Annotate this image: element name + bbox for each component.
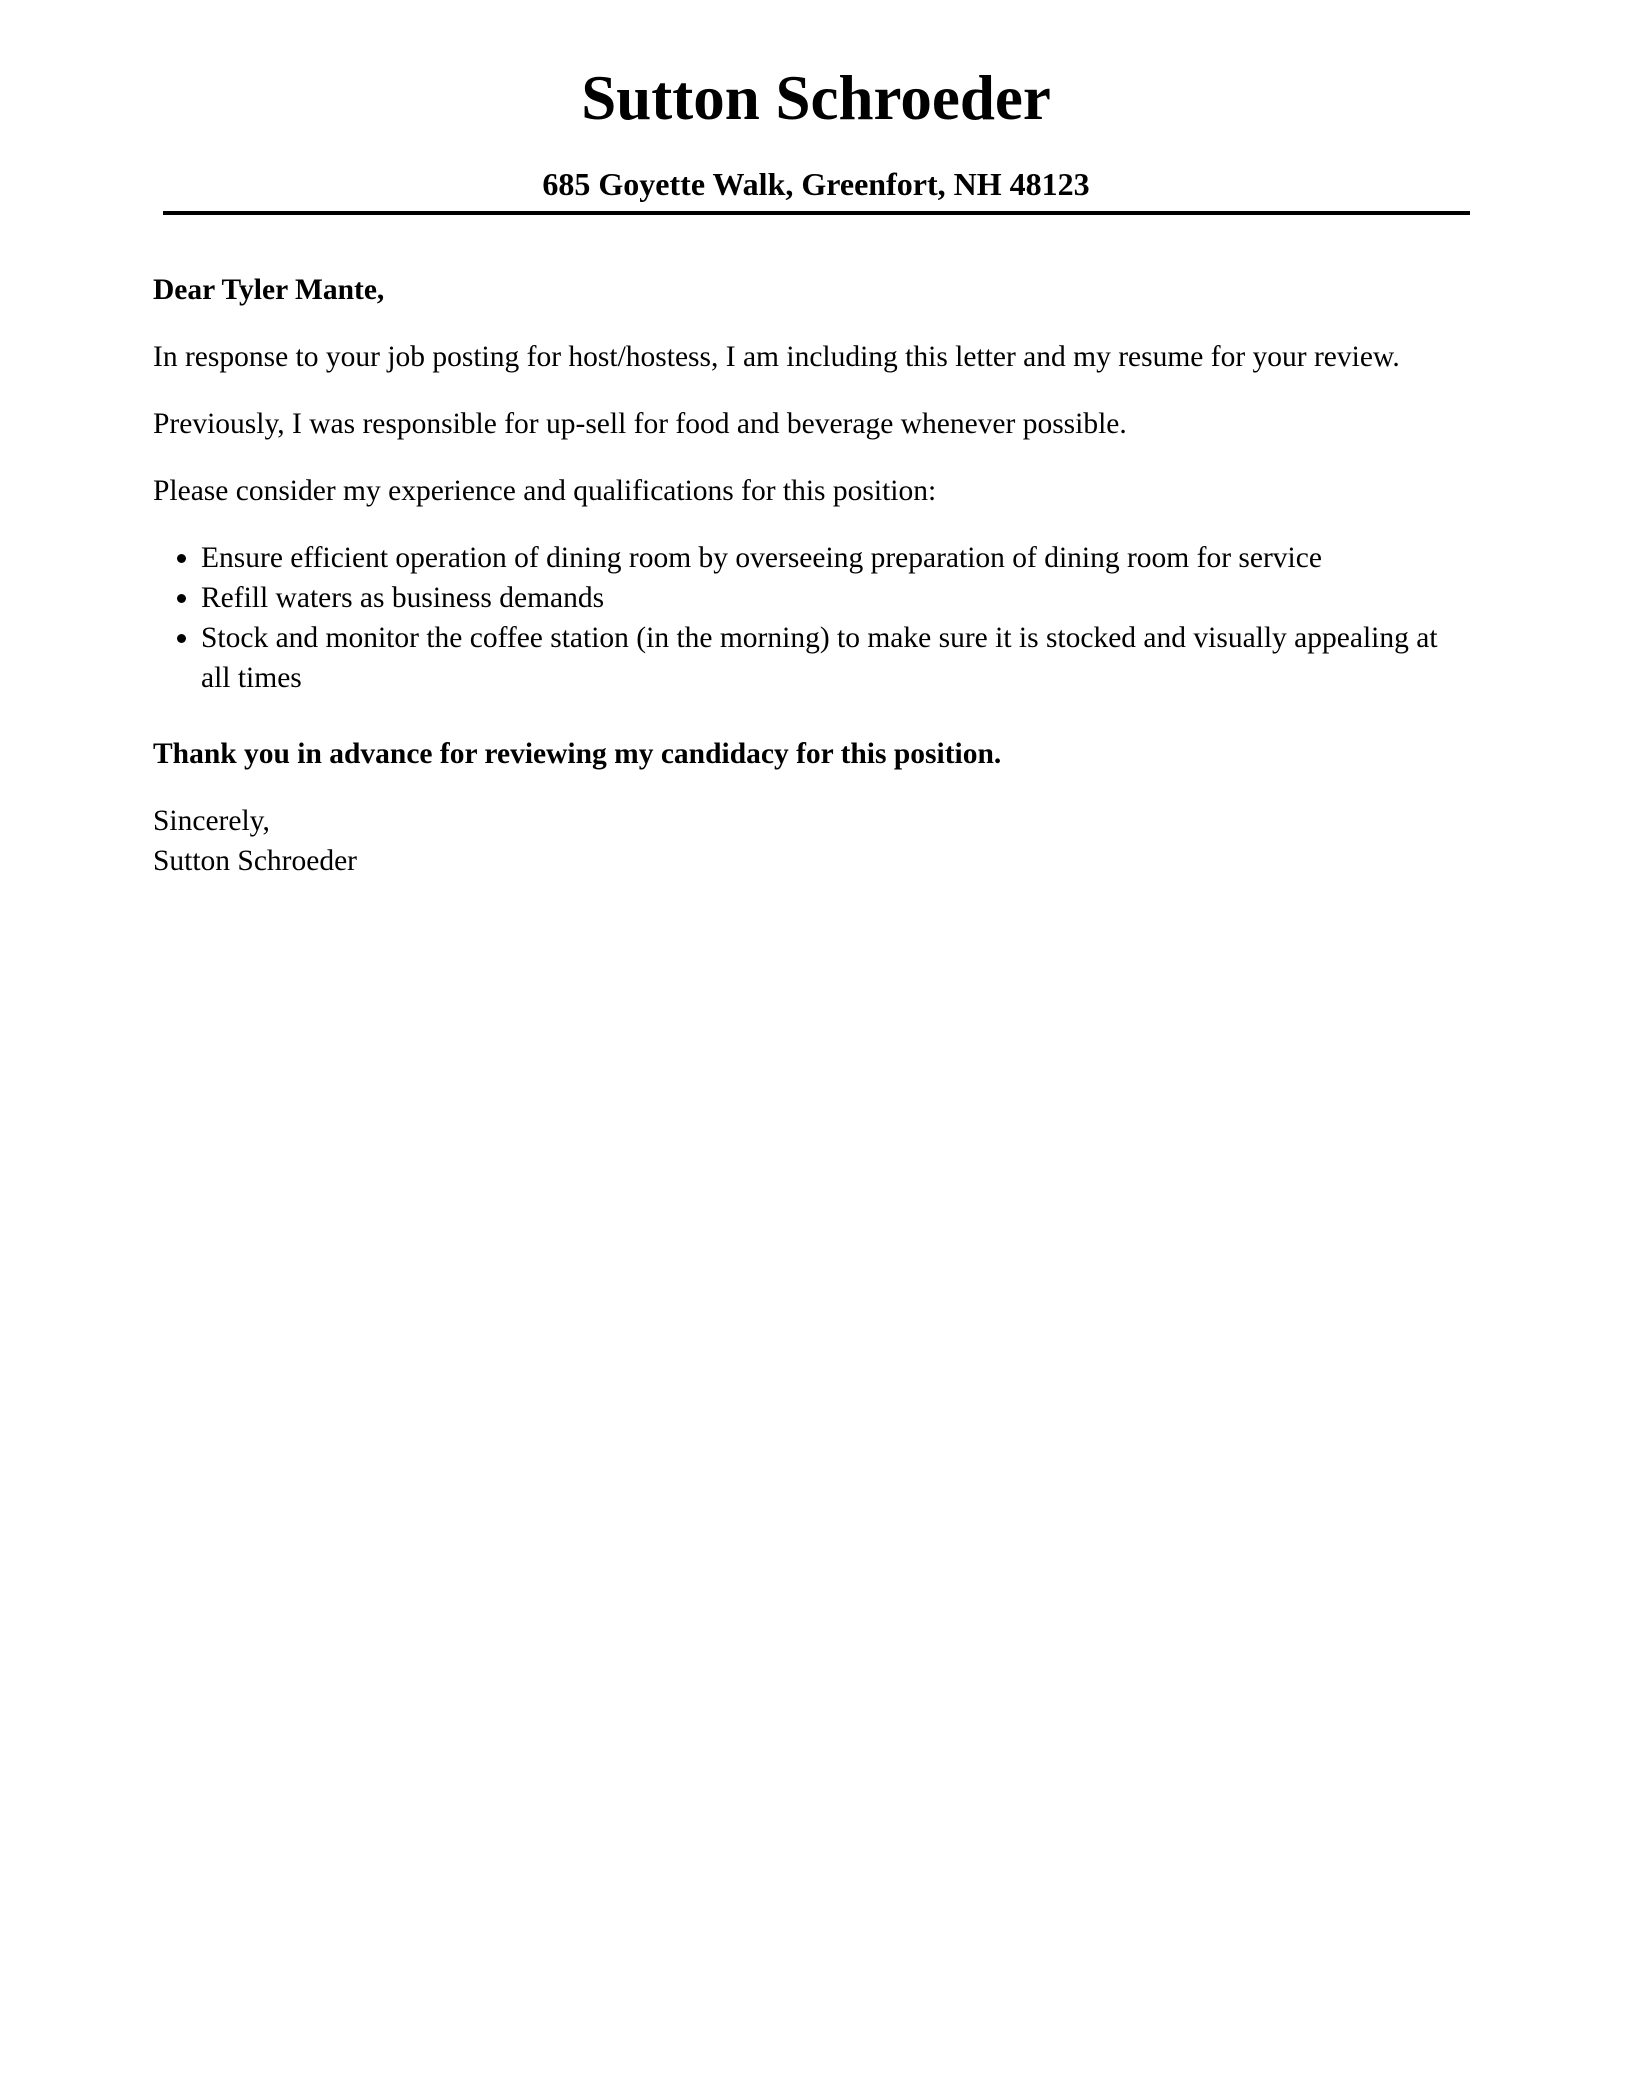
header-divider xyxy=(163,211,1470,215)
list-item-text: Ensure efficient operation of dining room by overseeing preparation of dining room for service xyxy=(201,542,1322,574)
list-item xyxy=(201,618,1453,698)
closing-statement: Thank you in advance for reviewing my candidacy for this position. xyxy=(153,738,1002,770)
experience-paragraph: Previously, I was responsible for up-sell for food and beverage whenever possible. xyxy=(153,408,1127,440)
bullet-icon xyxy=(177,634,186,643)
letter-body xyxy=(153,270,1453,881)
qualifications-intro: Please consider my experience and qualifications for this position: xyxy=(153,475,937,507)
list-item xyxy=(201,538,1453,578)
sender-name: Sutton Schroeder xyxy=(581,63,1051,133)
signoff-text: Sincerely, xyxy=(153,805,270,837)
intro-paragraph: In response to your job posting for host/hostess, I am including this letter and my resume for your review. xyxy=(153,341,1400,373)
signoff xyxy=(153,801,1453,881)
sender-address: 685 Goyette Walk, Greenfort, NH 48123 xyxy=(542,166,1090,202)
bullet-icon xyxy=(177,554,186,563)
list-item xyxy=(201,578,1453,618)
greeting: Dear Tyler Mante, xyxy=(153,274,385,306)
qualifications-list xyxy=(153,538,1453,698)
list-item-text: Refill waters as business demands xyxy=(201,582,605,614)
bullet-icon xyxy=(177,594,186,603)
list-item-text: Stock and monitor the coffee station (in the morning) to make sure it is stocked and visually appealing at all times xyxy=(201,622,1438,694)
signature-name: Sutton Schroeder xyxy=(153,845,358,877)
